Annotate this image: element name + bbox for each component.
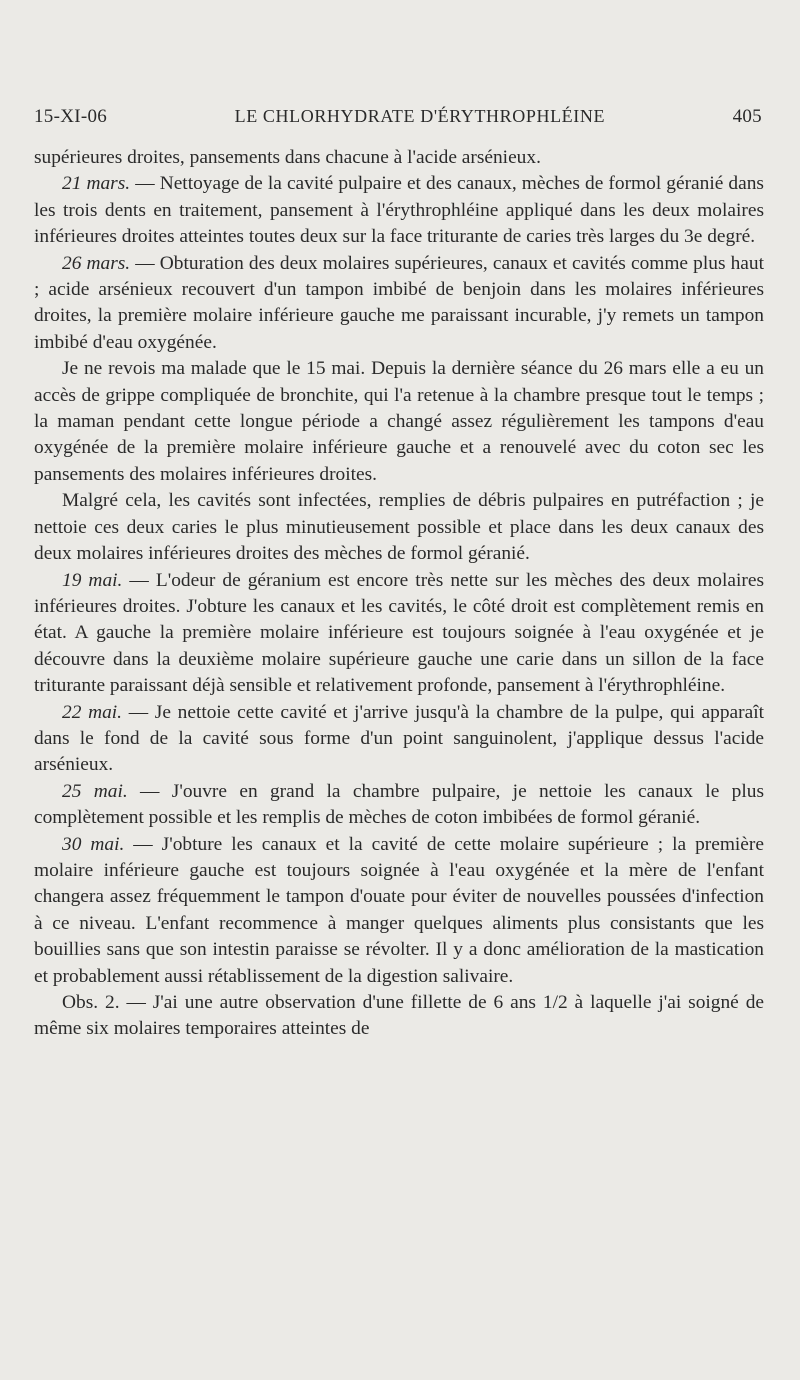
paragraph bbox=[34, 779, 764, 832]
paragraph-text: Obs. 2. — J'ai une autre observation d'une fillette de 6 ans 1/2 à laquelle j'ai soigné de même six molaires temporaires atteintes de bbox=[34, 992, 764, 1040]
entry-date: 26 mars. bbox=[62, 252, 131, 274]
header-date: 15-XI-06 bbox=[34, 106, 108, 127]
paragraph bbox=[34, 356, 764, 488]
paragraph-text: — Je nettoie cette cavité et j'arrive jusqu'à la chambre de la pulpe, qui apparaît dans le fond de la cavité sous forme d'un point sanguinolent, j'applique dessus l'acide arsénieux. bbox=[34, 701, 764, 776]
entry-date: 21 mars. bbox=[62, 173, 131, 195]
paragraph bbox=[34, 990, 764, 1043]
entry-date: 30 mai. bbox=[62, 833, 125, 855]
paragraph-text: — L'odeur de géranium est encore très nette sur les mèches des deux molaires inférieures droites. J'obture les canaux et les cavités, le côté droit est complètement remis en état. A gauche la première molaire inférieure est toujours soignée à l'eau oxygénée et je découvre dans la deuxième molaire supérieure gauche une carie dans un sillon de la face triturante paraissant déjà sensible et relativement profonde, pansement à l'érythrophléine. bbox=[34, 569, 764, 697]
entry-date: 19 mai. bbox=[62, 569, 123, 591]
paragraph-text: — Obturation des deux molaires supérieures, canaux et cavités comme plus haut ; acide arsénieux recouvert d'un tampon imbibé de benjoin dans les molaires inférieures droites, la première molaire inférieure gauche me paraissant incurable, j'y remets un tampon imbibé d'eau oxygénée. bbox=[34, 252, 764, 353]
paragraph-text: supérieures droites, pansements dans chacune à l'acide arsénieux. bbox=[34, 147, 541, 168]
paragraph-text: Malgré cela, les cavités sont infectées, remplies de débris pulpaires en putréfaction ; je nettoie ces deux caries le plus minutieusement possible et place dans les deux canaux des deux molaires inférieures droites des mèches de formol géranié. bbox=[34, 490, 764, 565]
paragraph bbox=[34, 568, 764, 700]
running-header bbox=[34, 106, 762, 136]
paragraph-text: — J'obture les canaux et la cavité de cette molaire supérieure ; la première molaire inférieure gauche est toujours soignée à l'eau oxygénée et la mère de l'enfant changera assez fréquemment le tampon d'ouate pour éviter de nouvelles poussées d'infection à ce niveau. L'enfant recommence à manger quelques aliments plus consistants que les bouillies sans que son intestin paraisse se révolter. Il y a donc amélioration de la mastication et probablement aussi rétablissement de la digestion salivaire. bbox=[34, 833, 764, 987]
body-text bbox=[34, 145, 764, 1043]
paragraph-text: — Nettoyage de la cavité pulpaire et des canaux, mèches de formol géranié dans les trois dents en traitement, pansement à l'érythrophléine appliqué dans les deux molaires inférieures droites atteintes toutes deux sur la face triturante de caries très larges du 3e degré. bbox=[34, 173, 764, 248]
paragraph bbox=[34, 488, 764, 567]
paragraph bbox=[34, 832, 764, 990]
paragraph bbox=[34, 251, 764, 357]
paragraph bbox=[34, 171, 764, 250]
entry-date: 25 mai. bbox=[62, 780, 128, 802]
header-title: LE CHLORHYDRATE D'ÉRYTHROPHLÉINE bbox=[234, 106, 606, 126]
paragraph bbox=[34, 700, 764, 779]
paragraph-text: Je ne revois ma malade que le 15 mai. Depuis la dernière séance du 26 mars elle a eu un accès de grippe compliquée de bronchite, qui l'a retenue à la chambre presque tout le temps ; la maman pendant cette longue période a changé assez régulièrement les tampons d'eau oxygénée de la première molaire inférieure gauche et a renouvelé avec du coton sec les pansements des molaires inférieures droites. bbox=[34, 358, 764, 485]
paragraph bbox=[34, 145, 764, 171]
paragraph-text: — J'ouvre en grand la chambre pulpaire, je nettoie les canaux le plus complètement possible et les remplis de mèches de coton imbibées de formol géranié. bbox=[34, 780, 764, 829]
page-number: 405 bbox=[732, 106, 762, 127]
entry-date: 22 mai. bbox=[62, 701, 123, 723]
